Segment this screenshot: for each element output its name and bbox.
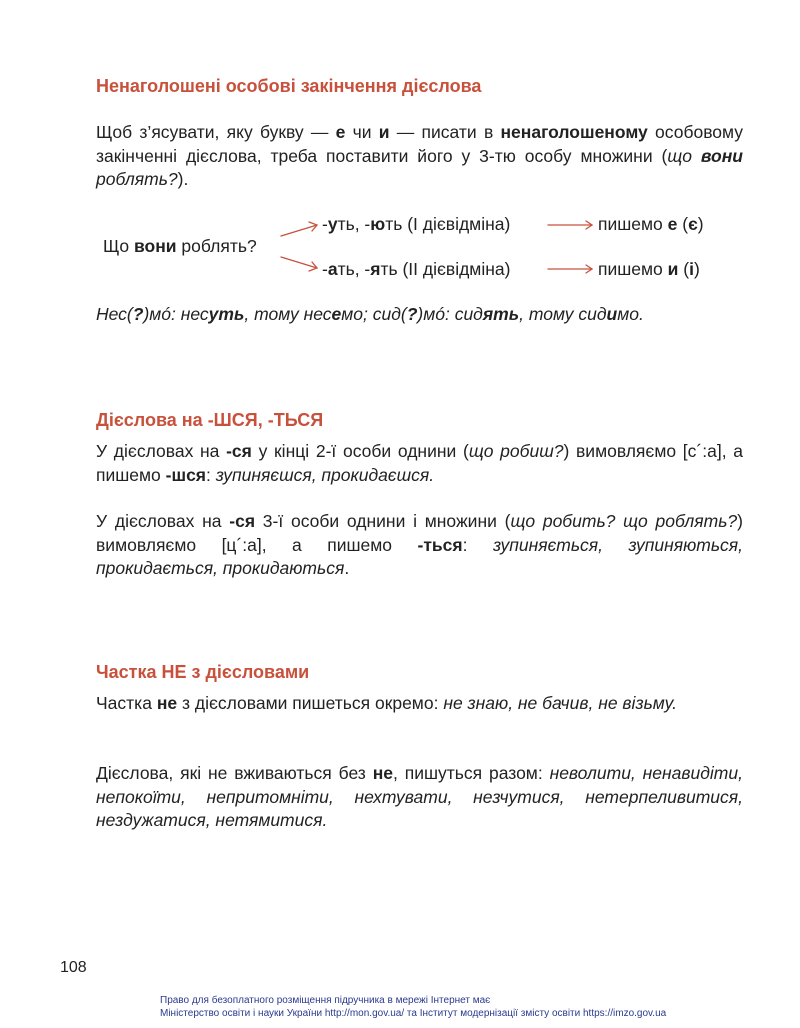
paragraph-ne-separate: Частка не з дієсловами пишеться окремо: не знаю, не бачив, не візьму.	[96, 693, 678, 713]
page-number: 108	[60, 959, 87, 976]
scheme-result-1: пишемо е (є)	[598, 214, 704, 234]
paragraph-second-person: У дієсловах на -ся у кінці 2-ї особи однини (що робиш?) вимовляємо [с´:а], а пишемо -шся: зупиняєшся, прокидаєшся.	[96, 441, 743, 485]
paragraph-ne-together: Дієслова, які не вживаються без не, пишуться разом: неволити, ненавидіти, непокоїти, непритомніти, нехтувати, незчутися, нетерпеливитися, нездужатися, нетямитися.	[96, 763, 743, 830]
footer-line-2: Міністерство освіти і науки України http://mon.gov.ua/ та Інститут модернізації змісту освіти https://imzo.gov.ua	[160, 1008, 667, 1019]
scheme-row-conjugation-2: -ать, -ять (ІІ дієвідміна)	[322, 259, 511, 279]
rule-paragraph: Щоб з’ясувати, яку букву — е чи и — писати в ненаголошеному особовому закінченні дієслова, треба поставити його у 3-тю особу множини (що вони роблять?).	[96, 122, 744, 189]
example-line: Нес(?)мó: несуть, тому несемо; сид(?)мó: сидять, тому сидимо.	[96, 304, 644, 324]
section-heading-endings: Ненаголошені особові закінчення дієслова	[96, 76, 482, 96]
scheme-row-conjugation-1: -уть, -ють (І дієвідміна)	[322, 214, 511, 234]
scheme-question: Що вони роблять?	[103, 236, 257, 256]
footer-line-1: Право для безоплатного розміщення підручника в мережі Інтернет має	[160, 995, 491, 1006]
section-heading-particle-ne: Частка НЕ з дієсловами	[96, 662, 310, 682]
paragraph-third-person: У дієсловах на -ся 3-ї особи однини і множини (що робить? що роблять?) вимовляємо [ц´:а], а пишемо -ться: зупиняється, зупиняються, прокидається, прокидаються.	[96, 511, 743, 578]
scheme-result-2: пишемо и (і)	[598, 259, 700, 279]
section-heading-shsya: Дієслова на -ШСЯ, -ТЬСЯ	[96, 410, 324, 430]
